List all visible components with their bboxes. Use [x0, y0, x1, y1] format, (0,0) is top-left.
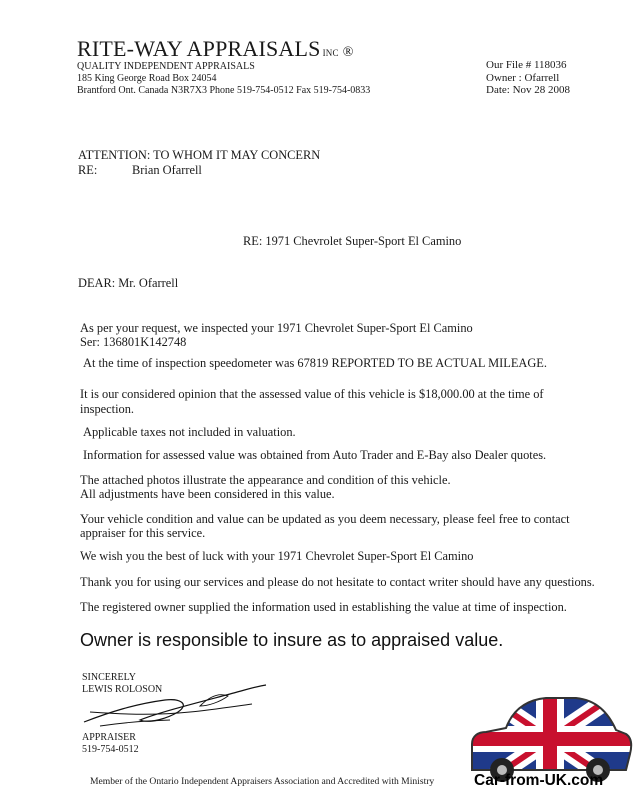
company-suffix: INC [322, 48, 339, 58]
re-name: Brian Ofarrell [132, 163, 202, 177]
paragraph-value-cont: inspection. [80, 402, 135, 416]
footer-membership: Member of the Ontario Independent Appraisers Association and Accredited with Ministry [90, 776, 435, 787]
paragraph-registered-owner: The registered owner supplied the information used in establishing the value at time of inspection. [80, 600, 567, 614]
attention-line: ATTENTION: TO WHOM IT MAY CONCERN [78, 148, 321, 162]
car-from-uk-watermark-text: Car-from-UK.com [474, 772, 604, 789]
paragraph-serial: Ser: 136801K142748 [80, 335, 187, 349]
closing-phone: 519-754-0512 [82, 744, 139, 755]
paragraph-thanks: Thank you for using our services and please do not hesitate to contact writer should have any questions. [80, 575, 595, 589]
paragraph-photos: The attached photos illustrate the appearance and condition of this vehicle. [80, 473, 451, 487]
paragraph-update: Your vehicle condition and value can be updated as you deem necessary, please feel free to contact [80, 512, 570, 526]
registered-mark: ® [342, 45, 354, 60]
company-name-text: RITE-WAY APPRAISALS [77, 36, 321, 61]
paragraph-taxes: Applicable taxes not included in valuation. [83, 425, 296, 439]
closing-title: APPRAISER [82, 732, 136, 743]
company-tagline: QUALITY INDEPENDENT APPRAISALS [77, 61, 255, 72]
subject-line: RE: 1971 Chevrolet Super-Sport El Camino [243, 234, 462, 248]
closing-name: LEWIS ROLOSON [82, 684, 163, 695]
paragraph-request: As per your request, we inspected your 1971 Chevrolet Super-Sport El Camino [80, 321, 473, 335]
company-address-line-2: Brantford Ont. Canada N3R7X3 Phone 519-754-0512 Fax 519-754-0833 [77, 85, 371, 96]
closing-sincerely: SINCERELY [82, 672, 136, 683]
file-number: Our File # 118036 [486, 59, 567, 71]
owner-responsibility-notice: Owner is responsible to insure as to appraised value. [80, 630, 504, 650]
paragraph-wishes: We wish you the best of luck with your 1971 Chevrolet Super-Sport El Camino [80, 549, 474, 563]
company-name [77, 36, 354, 62]
paragraph-mileage: At the time of inspection speedometer was 67819 REPORTED TO BE ACTUAL MILEAGE. [83, 356, 547, 370]
company-address-line-1: 185 King George Road Box 24054 [77, 73, 217, 84]
paragraph-value: It is our considered opinion that the assessed value of this vehicle is $18,000.00 at the time of [80, 387, 544, 401]
paragraph-information: Information for assessed value was obtained from Auto Trader and E-Bay also Dealer quotes. [83, 448, 547, 462]
paragraph-update-cont: appraiser for this service. [80, 526, 206, 540]
file-owner: Owner : Ofarrell [486, 72, 560, 84]
salutation: DEAR: Mr. Ofarrell [78, 276, 179, 290]
re-label: RE: [78, 163, 98, 177]
file-date: Date: Nov 28 2008 [486, 84, 571, 96]
handwritten-signature [80, 682, 270, 734]
paragraph-adjustments: All adjustments have been considered in this value. [80, 487, 335, 501]
